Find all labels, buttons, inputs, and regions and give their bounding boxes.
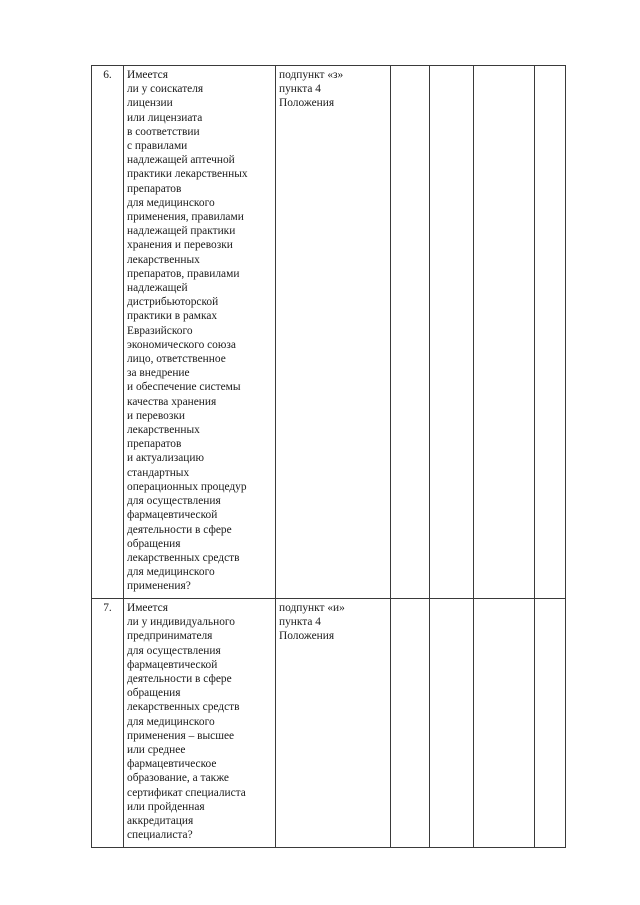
text-line: для медицинского xyxy=(127,196,215,209)
item-number-cell: 6. xyxy=(92,66,124,599)
text-line: применения, правилами xyxy=(127,211,244,224)
text-line: и обеспечение системы xyxy=(127,381,241,394)
text-line: фармацевтической xyxy=(127,658,218,671)
text-line: применения? xyxy=(127,580,191,593)
text-line: препаратов xyxy=(127,182,182,195)
text-line: деятельности в сфере xyxy=(127,523,232,536)
text-line: дистрибьюторской xyxy=(127,296,219,309)
text-line: препаратов xyxy=(127,438,182,451)
not-applicable-cell xyxy=(474,599,535,848)
text-line: хранения и перевозки xyxy=(127,239,233,252)
text-line: лицо, ответственное xyxy=(127,353,226,366)
item-number-cell: 7. xyxy=(92,599,124,848)
text-line: практики лекарственных xyxy=(127,168,248,181)
text-line: и актуализацию xyxy=(127,452,204,465)
text-line: лекарственных xyxy=(127,253,200,266)
text-line: сертификат специалиста xyxy=(127,786,246,799)
text-line: для осуществления xyxy=(127,495,221,508)
text-line: пункта 4 xyxy=(279,616,321,629)
table-row-7 xyxy=(92,599,566,848)
text-line: операционных процедур xyxy=(127,480,247,493)
text-line: фармацевтическое xyxy=(127,758,217,771)
text-line: в соответствии xyxy=(127,125,200,138)
text-line: или лицензиата xyxy=(127,111,203,124)
text-line: предпринимателя xyxy=(127,630,213,643)
text-line: обращения xyxy=(127,537,181,550)
text-line: специалиста? xyxy=(127,829,193,842)
text-line: или среднее xyxy=(127,744,186,757)
text-line: для осуществления xyxy=(127,644,221,657)
not-applicable-cell xyxy=(474,66,535,599)
text-line: ли у индивидуального xyxy=(127,616,235,629)
answer-no-cell xyxy=(430,66,474,599)
text-line: стандартных xyxy=(127,466,190,479)
text-line: лекарственных средств xyxy=(127,701,240,714)
text-line: Положения xyxy=(279,630,335,643)
text-line: лекарственных средств xyxy=(127,551,240,564)
text-line: Имеется xyxy=(127,69,168,81)
text-line: для медицинского xyxy=(127,715,215,728)
text-line: качества хранения xyxy=(127,395,217,408)
text-line: с правилами xyxy=(127,140,188,153)
text-line: подпункт «з» xyxy=(279,69,344,81)
text-line: деятельности в сфере xyxy=(127,673,232,686)
text-line: за внедрение xyxy=(127,367,190,380)
answer-yes-cell xyxy=(391,66,430,599)
answer-no-cell xyxy=(430,599,474,848)
text-line: лицензии xyxy=(127,97,173,110)
text-line: подпункт «и» xyxy=(279,602,345,614)
text-line: для медицинского xyxy=(127,566,215,579)
text-line: надлежащей xyxy=(127,282,188,295)
text-line: Евразийского xyxy=(127,324,193,337)
text-line: применения – высшее xyxy=(127,729,235,742)
text-line: образование, а также xyxy=(127,772,229,785)
regulation-reference-cell xyxy=(276,66,391,599)
text-line: ли у соискателя xyxy=(127,83,204,96)
text-line: надлежащей практики xyxy=(127,225,236,238)
table-row-6 xyxy=(92,66,566,599)
regulation-reference-cell xyxy=(276,599,391,848)
remarks-cell xyxy=(535,66,566,599)
requirement-question-cell xyxy=(124,599,276,848)
text-line: и перевозки xyxy=(127,409,185,422)
text-line: экономического союза xyxy=(127,338,236,351)
text-line: лекарственных xyxy=(127,424,200,437)
checklist-table xyxy=(91,65,566,848)
text-line: аккредитация xyxy=(127,815,194,828)
answer-yes-cell xyxy=(391,599,430,848)
text-line: надлежащей аптечной xyxy=(127,154,235,167)
text-line: препаратов, правилами xyxy=(127,267,240,280)
remarks-cell xyxy=(535,599,566,848)
text-line: Положения xyxy=(279,97,335,110)
text-line: пункта 4 xyxy=(279,83,321,96)
requirement-question-cell xyxy=(124,66,276,599)
text-line: практики в рамках xyxy=(127,310,218,323)
text-line: или пройденная xyxy=(127,800,205,813)
text-line: Имеется xyxy=(127,602,168,614)
text-line: обращения xyxy=(127,687,181,700)
text-line: фармацевтической xyxy=(127,509,218,522)
